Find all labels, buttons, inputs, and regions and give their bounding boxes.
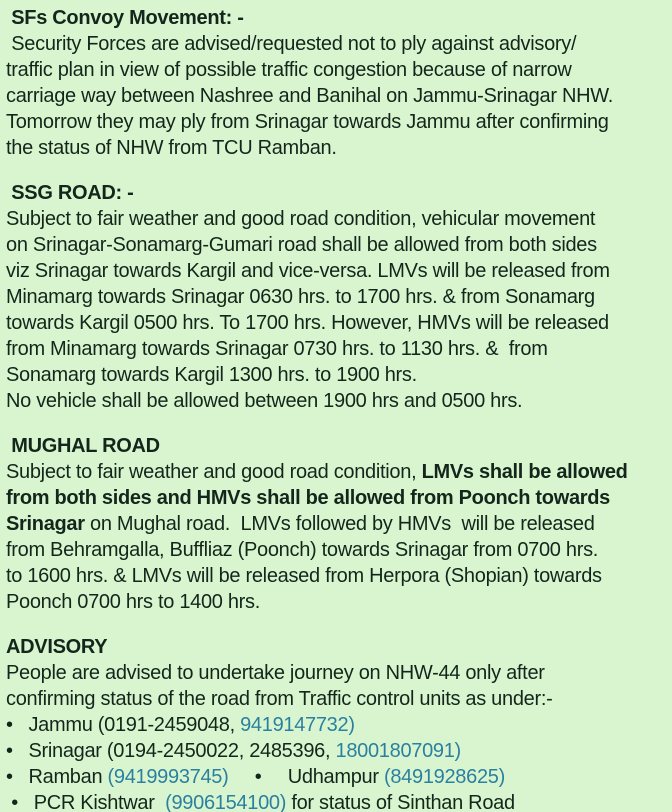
text-line	[6, 589, 668, 615]
text-line	[6, 258, 668, 284]
section	[6, 634, 668, 812]
text-line	[6, 284, 668, 310]
text-segment: traffic plan in view of possible traffic congestion because of narrow	[6, 59, 572, 81]
text-segment: Poonch 0700 hrs to 1400 hrs.	[6, 591, 261, 613]
text-line	[6, 485, 668, 511]
text-line	[6, 83, 668, 109]
phone-link[interactable]: (9419993745)	[107, 766, 229, 788]
phone-link[interactable]: (8491928625)	[384, 766, 505, 788]
text-segment: Subject to fair weather and good road condition, vehicular movement	[6, 208, 596, 230]
text-line	[6, 537, 668, 563]
text-line	[6, 686, 668, 712]
text-line	[6, 31, 668, 57]
advisory-document	[6, 5, 668, 812]
bold-text: LMVs shall be allowed	[421, 461, 628, 483]
text-line	[6, 712, 668, 738]
text-segment: • PCR Kishtwar	[6, 792, 166, 812]
text-line	[6, 660, 668, 686]
text-segment: • Ramban	[6, 766, 108, 788]
section	[6, 5, 668, 161]
text-line	[6, 459, 668, 485]
phone-link[interactable]: 9419147732)	[240, 714, 355, 736]
text-line	[6, 764, 668, 790]
text-line	[6, 790, 668, 812]
text-segment: • Jammu (0191-2459048,	[6, 714, 241, 736]
text-segment: Minamarg towards Srinagar 0630 hrs. to 1700 hrs. & from Sonamarg	[6, 286, 595, 308]
text-line	[6, 336, 668, 362]
text-segment: from Behramgalla, Buffliaz (Poonch) towards Srinagar from 0700 hrs.	[6, 539, 599, 561]
text-line	[6, 206, 668, 232]
text-segment: • Udhampur	[228, 766, 384, 788]
text-segment: for status of Sinthan Road	[286, 792, 515, 812]
section-heading: ADVISORY	[6, 636, 108, 658]
text-line	[6, 511, 668, 537]
text-segment: confirming status of the road from Traffic control units as under:-	[6, 688, 553, 710]
phone-link[interactable]: 18001807091)	[335, 740, 461, 762]
text-line	[6, 563, 668, 589]
text-segment: on Srinagar-Sonamarg-Gumari road shall be allowed from both sides	[6, 234, 597, 256]
text-line	[6, 232, 668, 258]
section-heading: SFs Convoy Movement: -	[6, 7, 244, 29]
text-segment: the status of NHW from TCU Ramban.	[6, 137, 337, 159]
text-line	[6, 310, 668, 336]
text-segment: towards Kargil 0500 hrs. To 1700 hrs. However, HMVs will be released	[6, 312, 609, 334]
text-segment: to 1600 hrs. & LMVs will be released from Herpora (Shopian) towards	[6, 565, 602, 587]
text-segment: Subject to fair weather and good road condition,	[6, 461, 422, 483]
section-heading: SSG ROAD: -	[6, 182, 134, 204]
phone-link[interactable]: (9906154100)	[165, 792, 287, 812]
text-line	[6, 57, 668, 83]
text-segment: on Mughal road. LMVs followed by HMVs will be released	[84, 513, 595, 535]
text-segment: Security Forces are advised/requested not to ply against advisory/	[6, 33, 577, 55]
text-line	[6, 738, 668, 764]
text-segment: from Minamarg towards Srinagar 0730 hrs. to 1130 hrs. & from	[6, 338, 548, 360]
text-line	[6, 362, 668, 388]
text-segment: Tomorrow they may ply from Srinagar towards Jammu after confirming	[6, 111, 609, 133]
text-segment: • Srinagar (0194-2450022, 2485396,	[6, 740, 336, 762]
text-line	[6, 135, 668, 161]
text-segment: No vehicle shall be allowed between 1900 hrs and 0500 hrs.	[6, 390, 523, 412]
text-line	[6, 109, 668, 135]
bold-text: from both sides and HMVs shall be allowed from Poonch towards	[6, 487, 611, 509]
bold-text: Srinagar	[6, 513, 85, 535]
text-segment: viz Srinagar towards Kargil and vice-versa. LMVs will be released from	[6, 260, 610, 282]
text-segment: People are advised to undertake journey on NHW-44 only after	[6, 662, 545, 684]
section	[6, 433, 668, 615]
section	[6, 180, 668, 414]
text-segment: Sonamarg towards Kargil 1300 hrs. to 1900 hrs.	[6, 364, 417, 386]
section-heading: MUGHAL ROAD	[6, 435, 160, 457]
text-line	[6, 388, 668, 414]
text-segment: carriage way between Nashree and Banihal on Jammu-Srinagar NHW.	[6, 85, 613, 107]
